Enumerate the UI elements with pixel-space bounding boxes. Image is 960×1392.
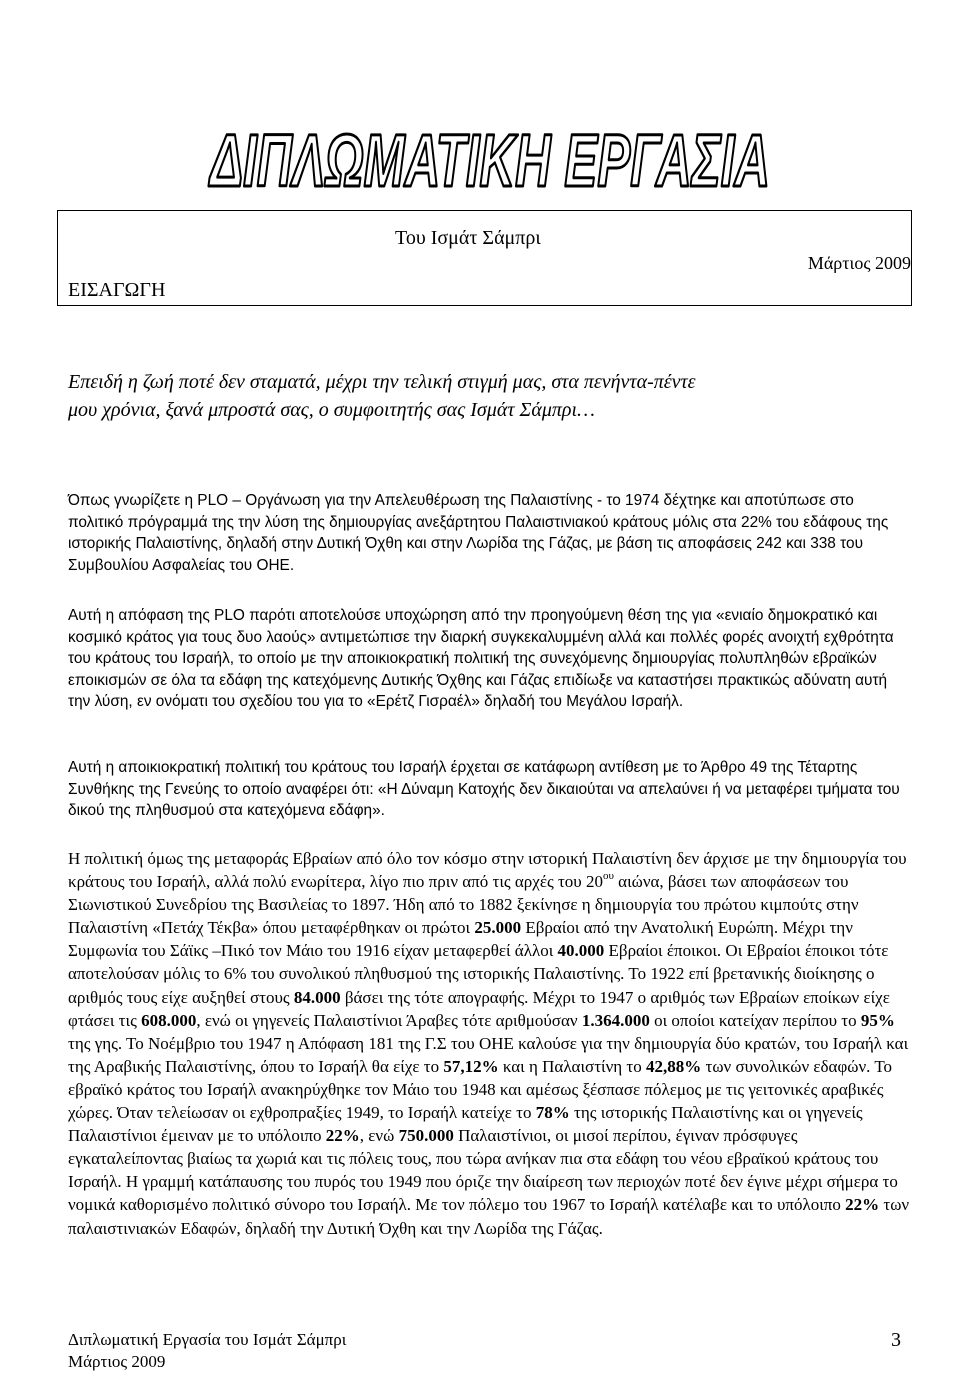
paragraph-geneva-convention: [68, 757, 910, 822]
footer-date: Μάρτιος 2009: [68, 1352, 166, 1371]
section-heading: ΕΙΣΑΓΩΓΗ: [68, 279, 166, 301]
paragraph-text: Όπως γνωρίζετε η PLO – Οργάνωση για την Απελευθέρωση της Παλαιστίνης - το 1974 δέχτηκε και αποτύπωσε στο πολιτικό πρόγραμμά της την λύση της δημιουργίας ανεξάρτητου Παλαιστινιακού κράτους μόλις στα 22% του εδάφους της ιστορικής Παλαιστίνης, δηλαδή στην Δυτική Όχθη και στην Λωρίδα της Γάζας, με βάση τις αποφάσεις 242 και 338 του Συμβουλίου Ασφαλείας του ΟΗΕ.: [68, 492, 889, 574]
paragraph-plo-decision: [68, 605, 910, 713]
document-title-text: ΔΙΠΛΩΜΑΤΙΚΗ ΕΡΓΑΣΙΑ: [208, 120, 770, 200]
paragraph-plo-1974: [68, 490, 910, 576]
page-footer: [68, 1329, 346, 1373]
document-title: [200, 120, 780, 200]
page-number: 3: [891, 1329, 901, 1351]
paragraph-text: Η πολιτική όμως της μεταφοράς Εβραίων από όλο τον κόσμο στην ιστορική Παλαιστίνη δεν άρχισε με την δημιουργία του κράτους του Ισραήλ, αλλά πολύ ενωρίτερα, λίγο πιο πριν από τις αρχές του $20^{o\upsilon}$ αιώνα, βάσει των αποφάσεων του Σιωνιστικού Συνεδρίου της Βασιλείας το 1897. Ήδη από το 1882 ξεκίνησε η δημιουργία του πρώτου κιμπούτς στην Παλαιστίνη «Πετάχ Τέκβα» όπου μεταφέρθηκαν οι πρώτοι 25.000 Εβραίοι από την Ανατολική Ευρώπη. Μέχρι την Συμφωνία του Σάϊκς –Πικό τον Μάιο του 1916 είχαν μεταφερθεί άλλοι 40.000 Εβραίοι έποικοι. Οι Εβραίοι έποικοι τότε αποτελούσαν μόλις το 6% του συνολικού πληθυσμού της ιστορικής Παλαιστίνης. Το 1922 επί βρετανικής διοίκησης ο αριθμός τους είχε αυξηθεί στους 84.000 βάσει της τότε απογραφής. Μέχρι το 1947 ο αριθμός των Εβραίων εποίκων είχε φτάσει τις 608.000, ενώ οι γηγενείς Παλαιστίνιοι Άραβες τότε αριθμούσαν 1.364.000 οι οποίοι κατείχαν περίπου το 95% της γης. Το Νοέμβριο του 1947 η Απόφαση 181 της Γ.Σ του ΟΗΕ καλούσε για την δημιουργία δύο κρατών, του Ισραήλ και της Αραβικής Παλαιστίνης, όπου το Ισραήλ θα είχε το 57,12% και η Παλαιστίνη το 42,88% των συνολικών εδαφών. Το εβραϊκό κράτος του Ισραήλ ανακηρύχθηκε τον Μάιο του 1948 και αμέσως ξέσπασε πόλεμος με τις γειτονικές αραβικές χώρες. Όταν τελείωσαν οι εχθροπραξίες 1949, το Ισραήλ κατείχε το 78% της ιστορικής Παλαιστίνης και οι γηγενείς Παλαιστίνιοι έμειναν με το υπόλοιπο 22%, ενώ 750.000 Παλαιστίνιοι, οι μισοί περίπου, έγιναν πρόσφυγες εγκαταλείποντας βιαίως τα χωριά και τις πόλεις τους, που τώρα ανήκαν πια στα εδάφη του νέου εβραϊκού κράτους του Ισραήλ. Η γραμμή κατάπαυσης του πυρός του 1949 που όριζε την διαίρεση των περιοχών ποτέ δεν έγινε μέχρι σήμερα το νομικά καθορισμένο πολιτικό σύνορο του Ισραήλ. Με τον πόλεμο του 1967 το Ισραήλ κατέλαβε και το υπόλοιπο 22% των παλαιστινιακών Εδαφών, δηλαδή την Δυτική Όχθη και την Λωρίδα της Γάζας.: [68, 849, 910, 1238]
footer-title: Διπλωματική Εργασία του Ισμάτ Σάμπρι: [68, 1330, 347, 1349]
paragraph-text: Αυτή η απόφαση της PLO παρότι αποτελούσε υποχώρηση από την προηγούμενη θέση της για «ενιαίο δημοκρατικό και κοσμικό κράτος για τους δυο λαούς» αντιμετώπισε την διαρκή συγκεκαλυμμένη αλλά και πολλές φορές ανοιχτή εχθρότητα του κράτους του Ισραήλ, το οποίο με την αποικιοκρατική πολιτική της συνεχόμενης δημιουργίας πολυπληθών εβραϊκών εποικισμών σε όλα τα εδάφη της κατεχόμενης Δυτικής Όχθης και Γάζας επιδίωξε να καταστήσει πρακτικώς αδύνατη αυτή την λύση, εν ονόματι του σχεδίου του για το «Ερέτζ Γισραέλ» δηλαδή του Μεγάλου Ισραήλ.: [68, 607, 894, 710]
lead-line-1: Επειδή η ζωή ποτέ δεν σταματά, μέχρι την τελική στιγμή μας, στα πενήντα-πέντε: [68, 371, 696, 393]
lead-line-2: μου χρόνια, ξανά μπροστά σας, ο συμφοιτητής σας Ισμάτ Σάμπρι…: [68, 399, 595, 421]
author-line: Του Ισμάτ Σάμπρι: [395, 227, 541, 249]
superscript: ου: [602, 870, 614, 883]
header-box: [57, 210, 912, 306]
paragraph-history: [68, 847, 910, 1240]
header-date: Μάρτιος 2009: [807, 253, 911, 273]
lead-paragraph: [68, 368, 898, 424]
paragraph-text: Αυτή η αποικιοκρατική πολιτική του κράτους του Ισραήλ έρχεται σε κατάφωρη αντίθεση με το Άρθρο 49 της Τέταρτης Συνθήκης της Γενεύης το οποίο αναφέρει ότι: «Η Δύναμη Κατοχής δεν δικαιούται να απελαύνει ή να μεταφέρει τμήματα του δικού της πληθυσμού στα κατεχόμενα εδάφη».: [68, 759, 900, 819]
